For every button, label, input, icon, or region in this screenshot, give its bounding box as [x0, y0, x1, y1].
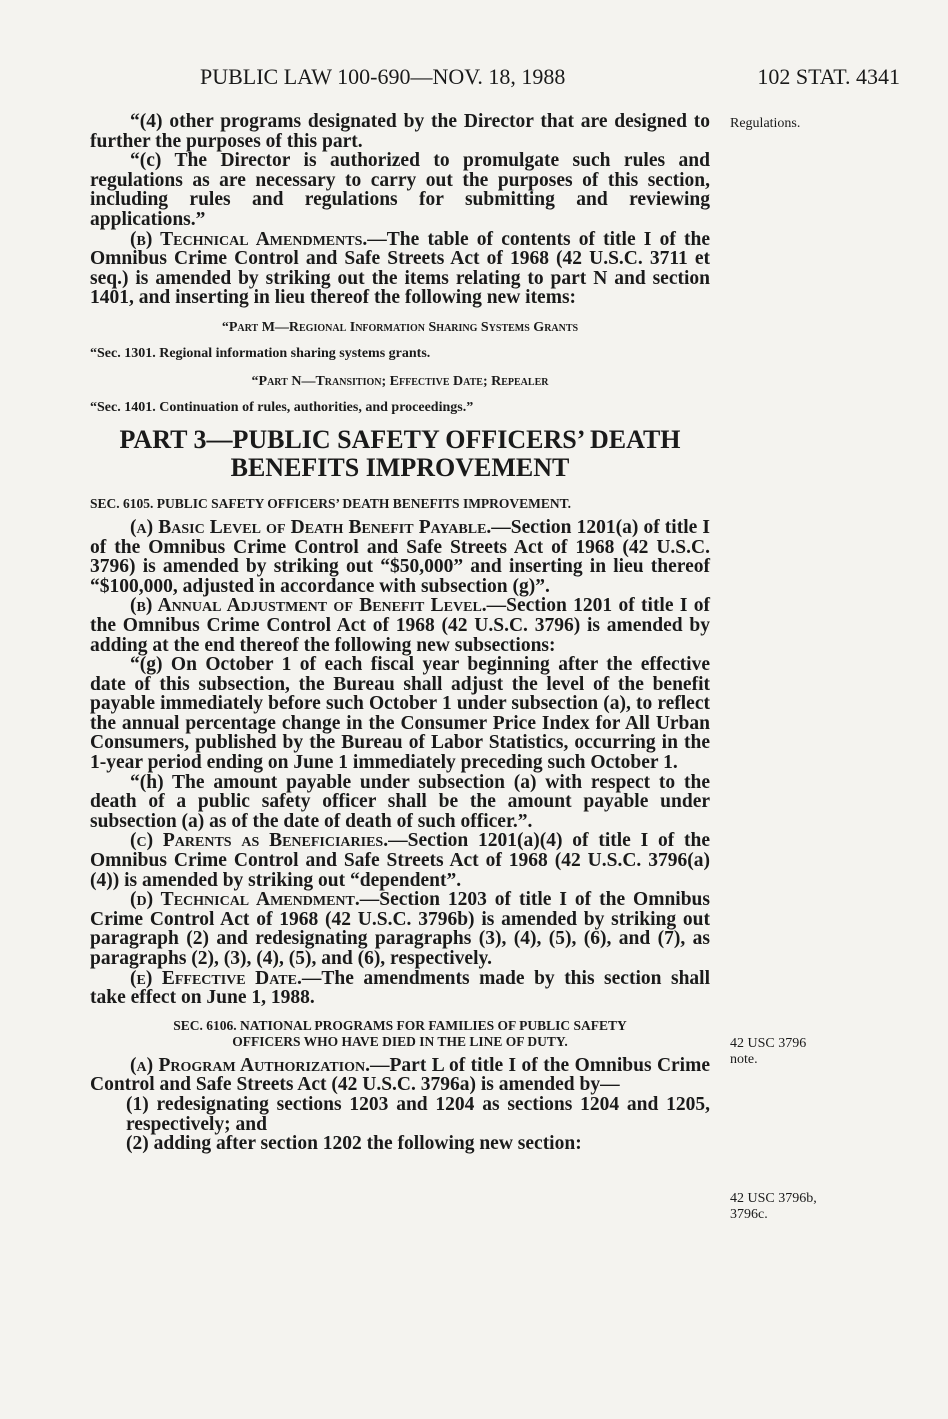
- subsection-text: —The table of contents of title I of the Omnibus Crime Control and Safe Streets Act of 1968 (42 U.S.C. 3711 et seq.) is amended by striking out the items relating to part N and section 1401, and inserting in lieu thereof the following new items:: [90, 228, 710, 309]
- subsection-text: —Part L of title I of the Omnibus Crime Control and Safe Streets Act (42 U.S.C. 3796a) is amended by—: [90, 1054, 710, 1096]
- margin-note-usc-3796b: [730, 1191, 850, 1223]
- subsection-heading: (e) Effective Date.: [130, 967, 302, 989]
- section-6105-heading: SEC. 6105. PUBLIC SAFETY OFFICERS’ DEATH BENEFITS IMPROVEMENT.: [90, 495, 572, 511]
- margin-note-line: note.: [730, 1052, 758, 1067]
- toc-sec-1401: “Sec. 1401. Continuation of rules, authorities, and proceedings.”: [90, 399, 474, 415]
- margin-note-line: 3796c.: [730, 1207, 768, 1222]
- toc-sec-1301: “Sec. 1301. Regional information sharing systems grants.: [90, 345, 431, 361]
- part-title-line: BENEFITS IMPROVEMENT: [230, 452, 570, 482]
- paragraph-d-technical: [90, 890, 710, 968]
- subsection-text: —Section 1201(a) of title I of the Omnibus Crime Control and Safe Streets Act of 1968 (42 U.S.C. 3796) is amended by striking out “$50,000” and inserting in lieu thereof “$100,000, adjusted in accordance with subsection (g)”.: [90, 516, 710, 597]
- subsection-text: —Section 1201(a)(4) of title I of the Omnibus Crime Control and Safe Streets Act of 1968 (42 U.S.C. 3796(a)(4)) is amended by striking out “dependent”.: [90, 830, 711, 891]
- margin-note-line: 42 USC 3796b,: [730, 1191, 817, 1206]
- paragraph-b-technical: [90, 230, 710, 308]
- paragraph-c-parents: [90, 831, 710, 890]
- section-6106-heading: [90, 1018, 710, 1050]
- margin-note-regulations: Regulations.: [730, 116, 801, 131]
- subsection-text: —Section 1201 of title I of the Omnibus Crime Control Act of 1968 (42 U.S.C. 3796) is amended by adding at the end thereof the following new subsections:: [90, 595, 710, 656]
- subsection-text: —The amendments made by this section shall take effect on June 1, 1988.: [90, 967, 710, 1009]
- paragraph-a-program-authorization: [90, 1056, 710, 1095]
- paragraph-e-effective-date: [90, 969, 710, 1008]
- margin-note-line: 42 USC 3796: [730, 1036, 807, 1051]
- list-item-2: (2) adding after section 1202 the following new section:: [126, 1133, 582, 1155]
- paragraph-a-basic-level: [90, 518, 710, 596]
- header-stat-page: 102 STAT. 4341: [757, 64, 900, 89]
- subsection-heading: (b) Annual Adjustment of Benefit Level.: [130, 595, 487, 617]
- section-heading-line: SEC. 6106. NATIONAL PROGRAMS FOR FAMILIES OF PUBLIC SAFETY: [173, 1017, 627, 1033]
- paragraph-4: “(4) other programs designated by the Director that are designed to further the purposes of this part.: [90, 111, 710, 152]
- section-heading-line: OFFICERS WHO HAVE DIED IN THE LINE OF DUTY.: [232, 1033, 568, 1049]
- subsection-text: —Section 1203 of title I of the Omnibus Crime Control Act of 1968 (42 U.S.C. 3796b) is amended by striking out paragraph (2) and redesignating paragraphs (3), (4), (5), (6), and (7), as paragraphs (2), (3), (4), (5), and (6), respectively.: [90, 889, 710, 969]
- subsection-heading: (b) Technical Amendments.: [130, 228, 368, 250]
- paragraph-c: “(c) The Director is authorized to promulgate such rules and regulations as are necessary to carry out the purposes of this section, including rules and regulations for submitting and reviewing applications.”: [90, 150, 710, 230]
- margin-note-usc-3796: [730, 1036, 850, 1068]
- subsection-heading: (a) Basic Level of Death Benefit Payable.: [130, 516, 492, 538]
- body-text: [90, 112, 710, 1154]
- list-item-1: (1) redesignating sections 1203 and 1204 as sections 1204 and 1205, respectively; and: [126, 1093, 710, 1135]
- subsection-heading: (c) Parents as Beneficiaries.: [130, 830, 389, 852]
- part-title: [90, 426, 710, 482]
- part-title-line: PART 3—PUBLIC SAFETY OFFICERS’ DEATH: [119, 424, 681, 454]
- running-header: [200, 64, 900, 94]
- toc-part-n: “Part N—Transition; Effective Date; Repealer: [251, 373, 549, 389]
- toc-part-m: “Part M—Regional Information Sharing Systems Grants: [221, 319, 579, 335]
- paragraph-g: “(g) On October 1 of each fiscal year beginning after the effective date of this subsection, the Bureau shall adjust the level of the benefit payable immediately before such October 1 under subsection (a), to reflect the annual percentage change in the Consumer Price Index for All Urban Consumers, published by the Bureau of Labor Statistics, occurring in the 1-year period ending on June 1 immediately preceding such October 1.: [90, 654, 710, 774]
- paragraph-b-annual-adjustment: [90, 596, 710, 655]
- header-law-date: PUBLIC LAW 100-690—NOV. 18, 1988: [200, 64, 566, 89]
- subsection-heading: (d) Technical Amendment.: [130, 889, 360, 911]
- subsection-heading: (a) Program Authorization.: [130, 1054, 370, 1076]
- paragraph-h: “(h) The amount payable under subsection (a) with respect to the death of a public safety officer shall be the amount payable under subsection (a) as of the date of death of such officer.”.: [90, 771, 710, 832]
